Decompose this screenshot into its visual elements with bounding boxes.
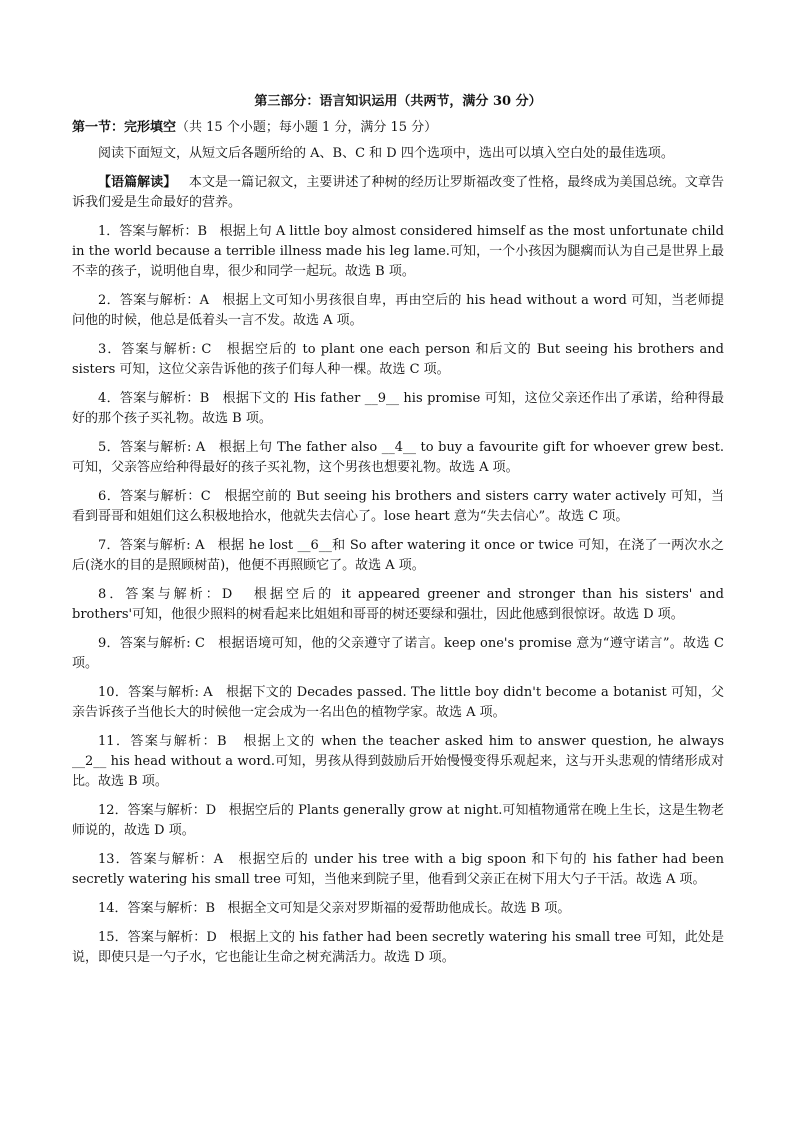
answer-label: 答案与解析：A [119,293,210,308]
answer-explanation: 根据上文的 his father had been secretly watering his small tree 可知，此处是说，即使只是一勺子水，它也能让生命之树充满活力。故选 D 项。 [72,930,724,965]
answer-item [72,585,724,625]
answer-number: 13． [98,852,130,867]
answer-label: 答案与解析：B [127,901,216,916]
answer-number: 7． [98,538,120,553]
answer-explanation: 根据全文可知是父亲对罗斯福的爱帮助他成长。故选 B 项。 [227,901,571,916]
answer-label: 答案与解析: C [121,342,212,357]
answer-item [72,928,724,968]
answer-number: 10． [98,685,129,700]
answer-number: 12． [98,803,128,818]
answer-explanation: 根据上文可知小男孩很自卑，再由空后的 his head without a word 可知，当老师提问他的时候，他总是低着头一言不发。故选 A 项。 [72,293,724,328]
answer-label: 答案与解析：D [127,803,217,818]
answer-explanation: 根据空后的 Plants generally grow at night.可知植物通常在晚上生长，这是生物老师说的，故选 D 项。 [72,803,724,838]
answer-item [72,801,724,841]
answer-list [72,222,724,968]
answer-number: 5． [98,440,121,455]
document-page [72,92,724,977]
answer-label: 答案与解析：B [119,391,210,406]
answer-item [72,291,724,331]
answer-explanation: 根据空后的 to plant one each person 和后文的 But seeing his brothers and sisters 可知，这位父亲告诉他的孩子们每人种一棵。故选 C 项。 [72,342,724,377]
answer-number: 3． [98,342,122,357]
answer-item [72,438,724,478]
answer-label: 答案与解析: A [119,538,205,553]
answer-explanation: 根据下文的 Decades passed. The little boy didn't become a botanist 可知，父亲告诉孩子当他长大的时候他一定会成为一名出色的植物学家。故选 A 项。 [72,685,724,720]
answer-item [72,340,724,380]
answer-label: 答案与解析：A [129,852,224,867]
answer-number: 8． [98,587,126,602]
answer-explanation: 根据上句 The father also __4__ to buy a favourite gift for whoever grew best.可知，父亲答应给种得最好的孩子买礼物，这个男孩也想要礼物。故选 A 项。 [72,440,724,475]
section-heading [72,118,724,138]
answer-explanation: 根据空前的 But seeing his brothers and sisters carry water actively 可知，当看到哥哥和姐姐们这么积极地拾水，他就失去信心了。lose heart 意为“失去信心”。故选 C 项。 [72,489,725,524]
answer-number: 6． [98,489,121,504]
answer-label: 答案与解析：C [120,489,211,504]
answer-item [72,850,724,890]
answer-number: 2． [98,293,120,308]
answer-number: 15． [98,930,128,945]
answer-number: 9． [98,636,120,651]
answer-explanation: 根据空后的 under his tree with a big spoon 和下句的 his father had been secretly watering his small tree 可知，当他来到院子里，他看到父亲正在树下用大勺子干活。故选 A 项。 [72,852,724,887]
answer-number: 1． [98,224,120,239]
answer-item [72,222,724,282]
answer-number: 4． [98,391,120,406]
answer-item [72,899,724,919]
answer-item [72,634,724,674]
part-title: 第三部分：语言知识运用（共两节，满分 30 分） [254,94,542,109]
answer-label: 答案与解析: A [128,685,213,700]
answer-explanation: 根据空后的 it appeared greener and stronger than his sisters' and brothers'可知，他很少照料的树看起来比姐姐和哥哥的树还要绿和强壮，因此他感到很惊讶。故选 D 项。 [72,587,724,622]
answer-label: 答案与解析：D [127,930,217,945]
answer-label: 答案与解析: A [120,440,206,455]
answer-item [72,536,724,576]
answer-number: 14． [98,901,128,916]
answer-explanation: 根据下文的 His father __9__ his promise 可知，这位父亲还作出了承诺，给种得最好的那个孩子买礼物。故选 B 项。 [72,391,724,426]
section-name: 第一节：完形填空 [72,120,177,135]
answer-label: 答案与解析：D [125,587,233,602]
answer-item [72,487,724,527]
answer-label: 答案与解析：B [130,734,227,749]
answer-explanation: 根据上文的 when the teacher asked him to answer question, he always __2__ his head without a word.可知，男孩从得到鼓励后开始慢慢变得乐观起来，这与开头悲观的情绪形成对比。故选 B 项。 [72,734,724,789]
answer-item [72,683,724,723]
answer-label: 答案与解析：B [119,224,208,239]
answer-explanation: 根据上句 A little boy almost considered himself as the most unfortunate child in the world because a terrible illness made his leg lame.可知，一个小孩因为腿瘸而认为自己是世界上最不幸的孩子，说明他自卑，很少和同学一起玩。故选 B 项。 [72,224,724,279]
answer-number: 11． [98,734,131,749]
overview-text: 本文是一篇记叙文，主要讲述了种树的经历让罗斯福改变了性格，最终成为美国总统。文章告诉我们爱是生命最好的营养。 [72,175,724,210]
answer-label: 答案与解析: C [119,636,205,651]
answer-explanation: 根据语境可知，他的父亲遵守了诺言。keep one's promise 意为“遵守诺言”。故选 C 项。 [72,636,724,671]
answer-explanation: 根据 he lost __6__和 So after watering it once or twice 可知，在浇了一两次水之后(浇水的目的是照顾树苗)，他便不再照顾它了。故选 A 项。 [72,538,724,573]
section-detail: （共 15 个小题；每小题 1 分，满分 15 分） [176,120,438,135]
overview-paragraph [72,173,724,213]
answer-item [72,389,724,429]
instruction-text: 阅读下面短文，从短文后各题所给的 A、B、C 和 D 四个选项中，选出可以填入空白处的最佳选项。 [98,146,674,161]
answer-item [72,732,724,792]
overview-label: 【语篇解读】 [98,175,177,190]
